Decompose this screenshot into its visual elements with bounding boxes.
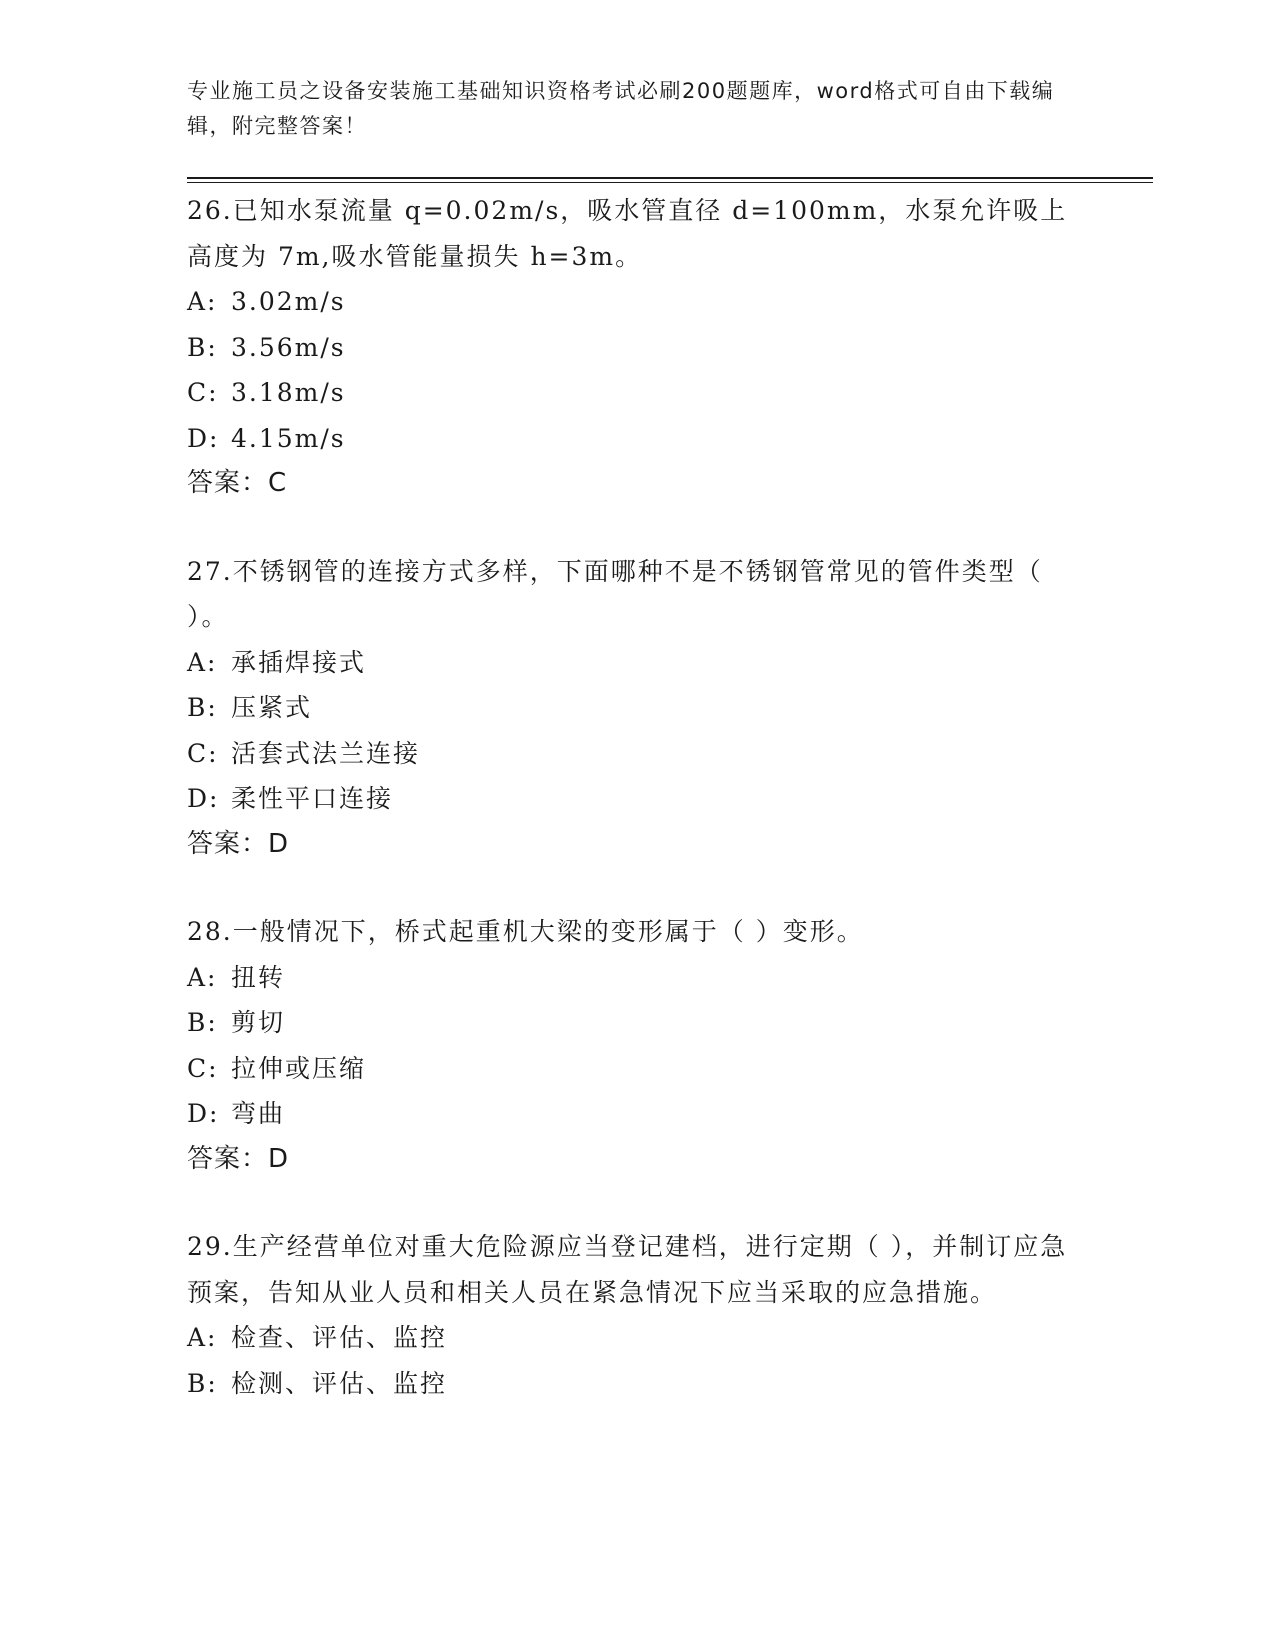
option-key: B: <box>187 1008 218 1037</box>
option-text: 3.56m/s <box>231 332 346 362</box>
question-text: 28.一般情况下，桥式起重机大梁的变形属于（ ）变形。 <box>187 917 864 946</box>
option-key: C: <box>187 378 219 407</box>
option-text: 剪切 <box>231 1008 286 1037</box>
option-text: 柔性平口连接 <box>231 784 394 813</box>
option-text: 压紧式 <box>231 693 313 722</box>
option-key: B: <box>187 332 218 362</box>
option-a <box>187 279 1087 325</box>
question-list <box>187 188 1087 1406</box>
option-c <box>187 1046 1087 1092</box>
option-key: B: <box>187 1368 218 1398</box>
option-key: B: <box>187 693 218 722</box>
option-a <box>187 640 1087 686</box>
answer-line: 答案：D <box>187 1143 290 1174</box>
option-a <box>187 955 1087 1001</box>
question-text: 26.已知水泵流量 q=0.02m/s，吸水管直径 d=100mm，水泵允许吸上高度为 7m,吸水管能量损失 h=3m。 <box>187 196 1068 271</box>
option-text: 活套式法兰连接 <box>231 738 421 768</box>
option-key: A: <box>187 287 218 316</box>
option-b <box>187 1361 1087 1407</box>
option-b <box>187 1000 1087 1046</box>
option-text: 承插焊接式 <box>231 647 367 677</box>
option-key: A: <box>187 1323 218 1352</box>
option-text: 拉伸或压缩 <box>231 1053 367 1083</box>
option-a <box>187 1315 1087 1361</box>
option-c <box>187 370 1087 416</box>
option-key: A: <box>187 647 218 677</box>
option-key: D: <box>187 1099 220 1128</box>
option-text: 弯曲 <box>231 1099 286 1128</box>
option-text: 3.18m/s <box>231 378 346 407</box>
option-d <box>187 776 1087 822</box>
answer-line: 答案：D <box>187 828 290 859</box>
option-d <box>187 1091 1087 1137</box>
answer-line: 答案：C <box>187 468 288 498</box>
header-divider-thin <box>187 182 1153 183</box>
option-text: 3.02m/s <box>231 287 346 316</box>
option-key: A: <box>187 962 218 992</box>
question-text: 29.生产经营单位对重大危险源应当登记建档，进行定期（ ），并制订应急预案，告知从业人员和相关人员在紧急情况下应当采取的应急措施。 <box>187 1232 1068 1307</box>
question-27 <box>187 549 1087 868</box>
option-key: D: <box>187 784 220 813</box>
option-text: 检测、评估、监控 <box>231 1368 448 1398</box>
question-spacer <box>187 1182 1087 1224</box>
question-spacer <box>187 867 1087 909</box>
option-key: C: <box>187 738 219 768</box>
question-28 <box>187 909 1087 1182</box>
option-text: 4.15m/s <box>231 423 346 453</box>
option-key: C: <box>187 1053 219 1083</box>
document-header: 专业施工员之设备安装施工基础知识资格考试必刷200题题库，word格式可自由下载编辑，附完整答案！ <box>187 79 1055 138</box>
question-spacer <box>187 507 1087 549</box>
option-text: 检查、评估、监控 <box>231 1323 448 1352</box>
question-text: 27.不锈钢管的连接方式多样，下面哪种不是不锈钢管常见的管件类型（ ）。 <box>187 556 1043 631</box>
option-c <box>187 731 1087 777</box>
option-d <box>187 416 1087 462</box>
option-text: 扭转 <box>231 962 286 992</box>
option-b <box>187 325 1087 371</box>
option-b <box>187 685 1087 731</box>
question-29 <box>187 1224 1087 1406</box>
question-26 <box>187 188 1087 507</box>
option-key: D: <box>187 423 220 453</box>
header-divider-thick <box>187 177 1153 179</box>
